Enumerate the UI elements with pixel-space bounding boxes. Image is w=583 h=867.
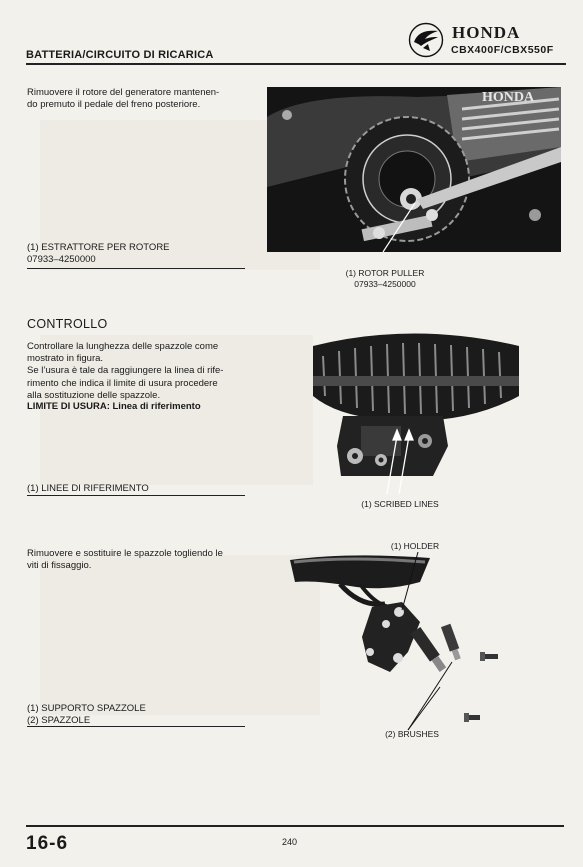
section1-instruction: Rimuovere il rotore del generatore mantenen- do premuto il pedale del freno posteriore. [27,87,220,111]
section1-caption-en: (1) ROTOR PULLER 07933–4250000 [345,268,425,289]
section2-instruction: Controllare la lunghezza delle spazzole come mostrato in figura. Se l’usura è tale da raggiungere la linea di rife- rimento che indica il limite di usura procedere alla sostituzione delle spazzole. [27,341,224,401]
scribed-lines-photo [313,326,519,494]
sheet-number: 240 [282,837,298,847]
footer-rule [26,825,564,827]
brushes-label: (2) BRUSHES [385,729,439,739]
bleed-through-ghost [40,555,320,715]
section3-instruction: Rimuovere e sostituire le spazzole togliendo le viti di fissaggio. [27,548,223,572]
brand-logotype: HONDA [452,23,521,42]
wear-limit-text: LIMITE DI USURA: Linea di riferimento [27,401,201,412]
holder-label: (1) HOLDER [390,541,440,551]
model-name: CBX400F/CBX550F [451,44,554,56]
page-number: 16-6 [26,833,69,854]
honda-wing-logo [408,22,444,58]
section3-caption-it: (1) SUPPORTO SPAZZOLE (2) SPAZZOLE [27,703,146,726]
caption-rule [27,726,245,727]
section-title: BATTERIA/CIRCUITO DI RICARICA [26,49,214,61]
section2-caption-en: (1) SCRIBED LINES [361,499,439,509]
caption-rule [27,495,245,496]
rotor-puller-photo [267,87,561,252]
caption-rule [27,268,245,269]
section2-caption-it: (1) LINEE DI RIFERIMENTO [27,483,149,494]
section1-caption-it: (1) ESTRATTORE PER ROTORE 07933–4250000 [27,242,170,265]
controllo-heading: CONTROLLO [27,317,108,331]
header-rule [26,63,566,65]
engine-cover-brand: HONDA [482,90,535,105]
brush-holder-photo [290,552,510,732]
